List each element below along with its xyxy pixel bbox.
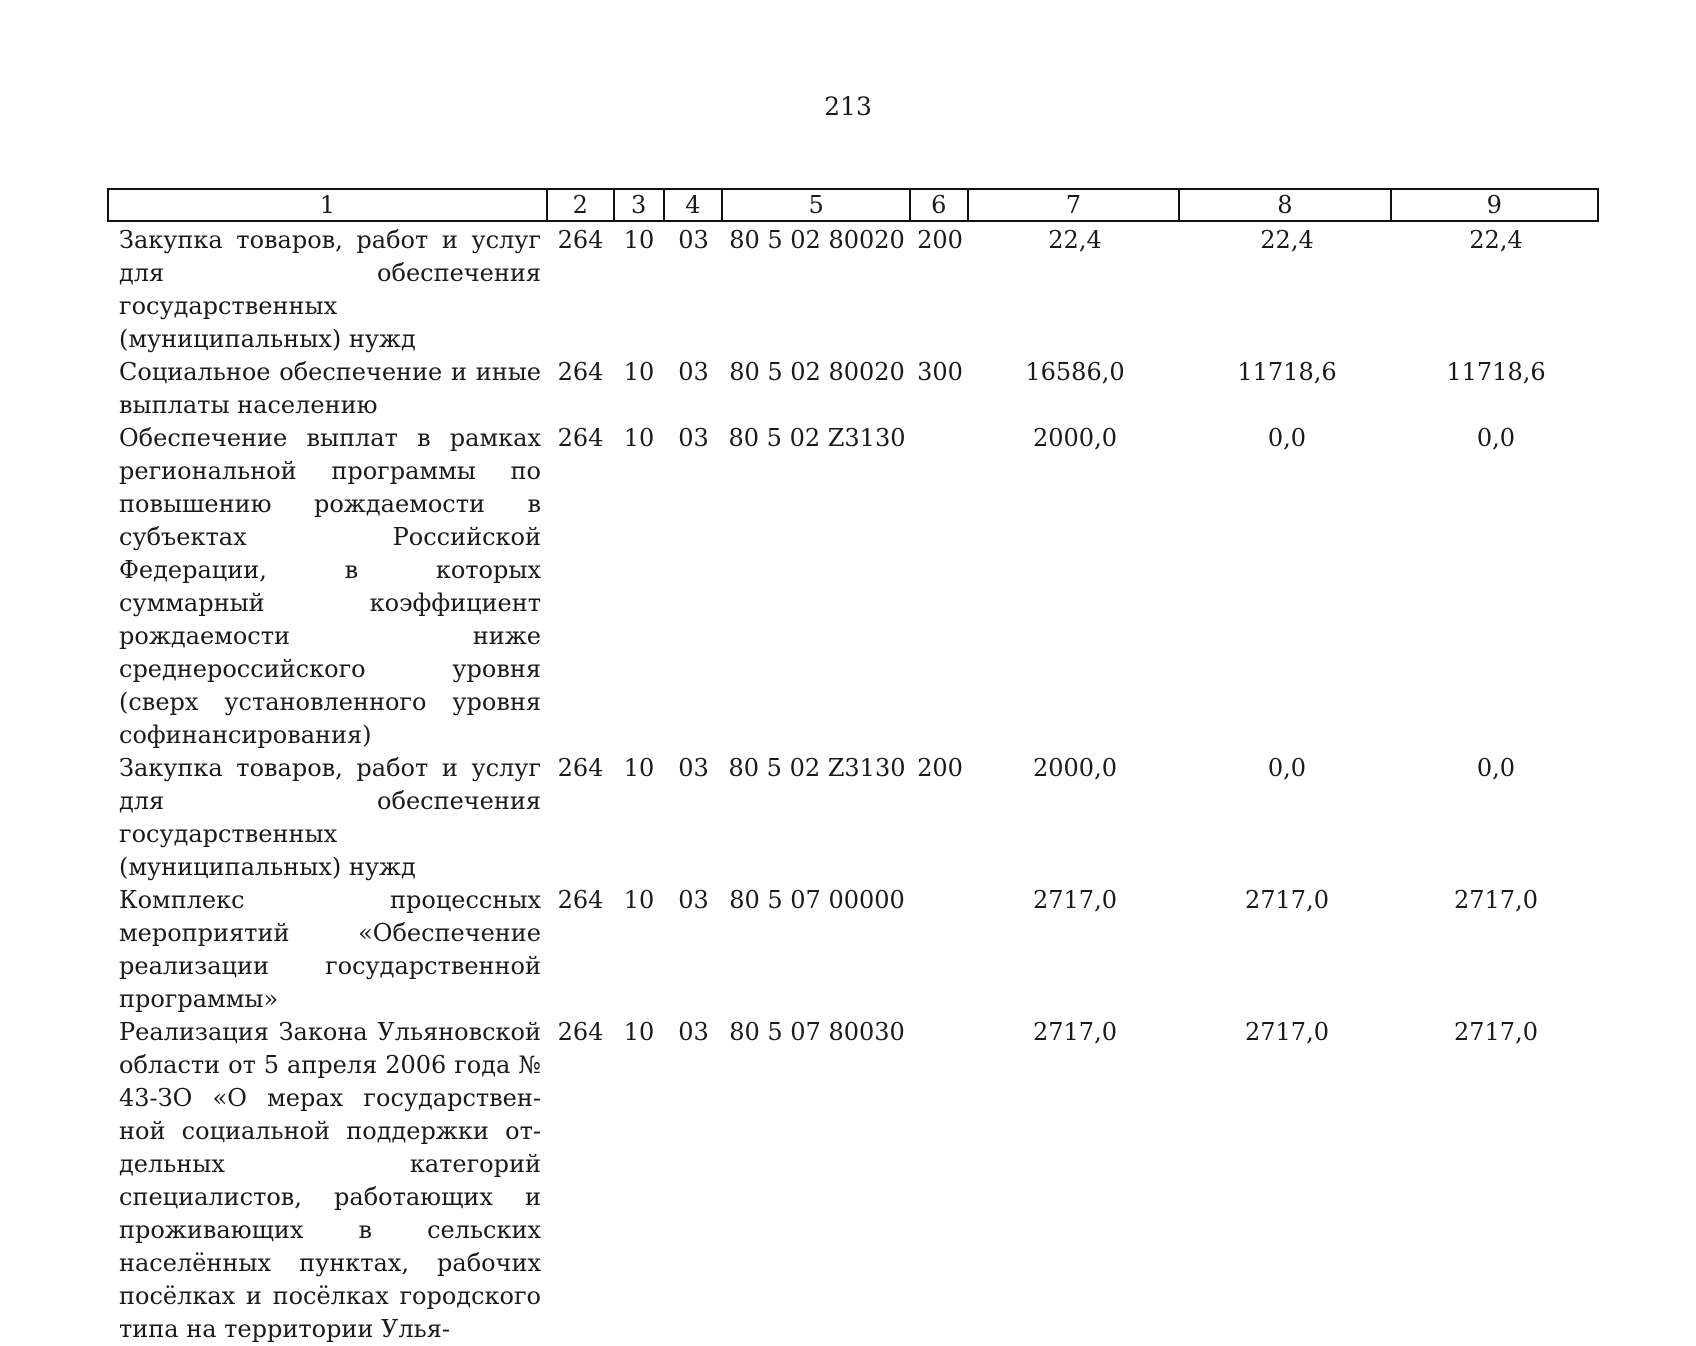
cell-col5: 80 5 02 Z3130 — [728, 424, 906, 452]
cell-col3: 10 — [623, 754, 655, 782]
table-row — [107, 884, 1599, 1016]
column-header-3: 3 — [615, 190, 665, 220]
cell-col8: 2717,0 — [1245, 1018, 1329, 1046]
column-header-5: 5 — [723, 190, 911, 220]
row-description: Реализация Закона Ульяновской области от 5 апреля 2006 года № 43-ЗО «О мерах государственной социальной поддержки отдельных категорий специалистов, работающих и проживающих в сельских населённых пунктах, рабочих посёлках и посёлках городского типа на территории Улья- — [119, 1018, 541, 1343]
cell-col6: 200 — [917, 226, 963, 254]
cell-col9: 2717,0 — [1454, 886, 1538, 914]
cell-col5: 80 5 02 Z3130 — [728, 754, 906, 782]
row-description: Комплекс процессных мероприятий «Обеспечение реализации государственной программы» — [119, 886, 541, 1013]
column-header-6: 6 — [911, 190, 969, 220]
cell-col4: 03 — [678, 424, 709, 452]
cell-col5: 80 5 02 80020 — [729, 358, 905, 386]
cell-col9: 22,4 — [1469, 226, 1523, 254]
table-row — [107, 422, 1599, 752]
cell-col6: 200 — [917, 754, 963, 782]
cell-col3: 10 — [623, 424, 655, 452]
table-row — [107, 752, 1599, 884]
cell-col6: 300 — [917, 358, 963, 386]
cell-col7: 22,4 — [1048, 226, 1102, 254]
cell-col7: 16586,0 — [1025, 358, 1125, 386]
row-description: Социальное обеспечение и иные выплаты населению — [119, 358, 541, 419]
cell-col3: 10 — [623, 886, 655, 914]
cell-col9: 2717,0 — [1454, 1018, 1538, 1046]
cell-col4: 03 — [678, 226, 709, 254]
cell-col3: 10 — [623, 1018, 655, 1046]
cell-col8: 0,0 — [1267, 424, 1307, 452]
cell-col2: 264 — [557, 886, 604, 914]
row-description: Закупка товаров, работ и услуг для обеспечения государственных (муниципальных) нужд — [119, 226, 541, 353]
cell-col7: 2717,0 — [1033, 886, 1117, 914]
cell-col2: 264 — [557, 1018, 604, 1046]
table-row — [107, 224, 1599, 356]
column-header-9: 9 — [1486, 191, 1502, 219]
cell-col2: 264 — [557, 358, 604, 386]
cell-col4: 03 — [678, 358, 709, 386]
cell-col4: 03 — [678, 886, 709, 914]
cell-col7: 2717,0 — [1033, 1018, 1117, 1046]
cell-col2: 264 — [557, 754, 604, 782]
cell-col5: 80 5 07 80030 — [729, 1018, 905, 1046]
cell-col4: 03 — [678, 1018, 709, 1046]
column-header-4: 4 — [665, 190, 724, 220]
cell-col3: 10 — [623, 358, 655, 386]
cell-col7: 2000,0 — [1033, 754, 1117, 782]
page-number: 213 — [824, 92, 872, 121]
table-body — [107, 224, 1599, 1346]
table-header — [107, 188, 1599, 222]
row-description: Обеспечение выплат в рамках региональной программы по повышению рождаемости в субъектах Российской Федерации, в которых суммарный коэффициент рождаемости ниже среднероссийского уровня (сверх установленного уровня софинансирования) — [119, 424, 541, 749]
cell-col5: 80 5 02 80020 — [729, 226, 905, 254]
cell-col8: 22,4 — [1260, 226, 1314, 254]
cell-col5: 80 5 07 00000 — [729, 886, 905, 914]
column-header-7: 7 — [969, 190, 1180, 220]
cell-col8: 11718,6 — [1237, 358, 1337, 386]
cell-col4: 03 — [678, 754, 709, 782]
cell-col9: 0,0 — [1476, 754, 1516, 782]
row-description: Закупка товаров, работ и услуг для обеспечения государственных (муниципальных) нужд — [119, 754, 541, 881]
cell-col3: 10 — [623, 226, 655, 254]
cell-col2: 264 — [557, 424, 604, 452]
cell-col9: 0,0 — [1476, 424, 1516, 452]
column-header-8: 8 — [1180, 190, 1391, 220]
cell-col9: 11718,6 — [1446, 358, 1546, 386]
cell-col8: 2717,0 — [1245, 886, 1329, 914]
cell-col2: 264 — [557, 226, 604, 254]
table-row — [107, 356, 1599, 422]
cell-col7: 2000,0 — [1033, 424, 1117, 452]
column-header-1: 1 — [109, 190, 548, 220]
column-header-2: 2 — [548, 190, 615, 220]
cell-col8: 0,0 — [1267, 754, 1307, 782]
table-row — [107, 1016, 1599, 1346]
